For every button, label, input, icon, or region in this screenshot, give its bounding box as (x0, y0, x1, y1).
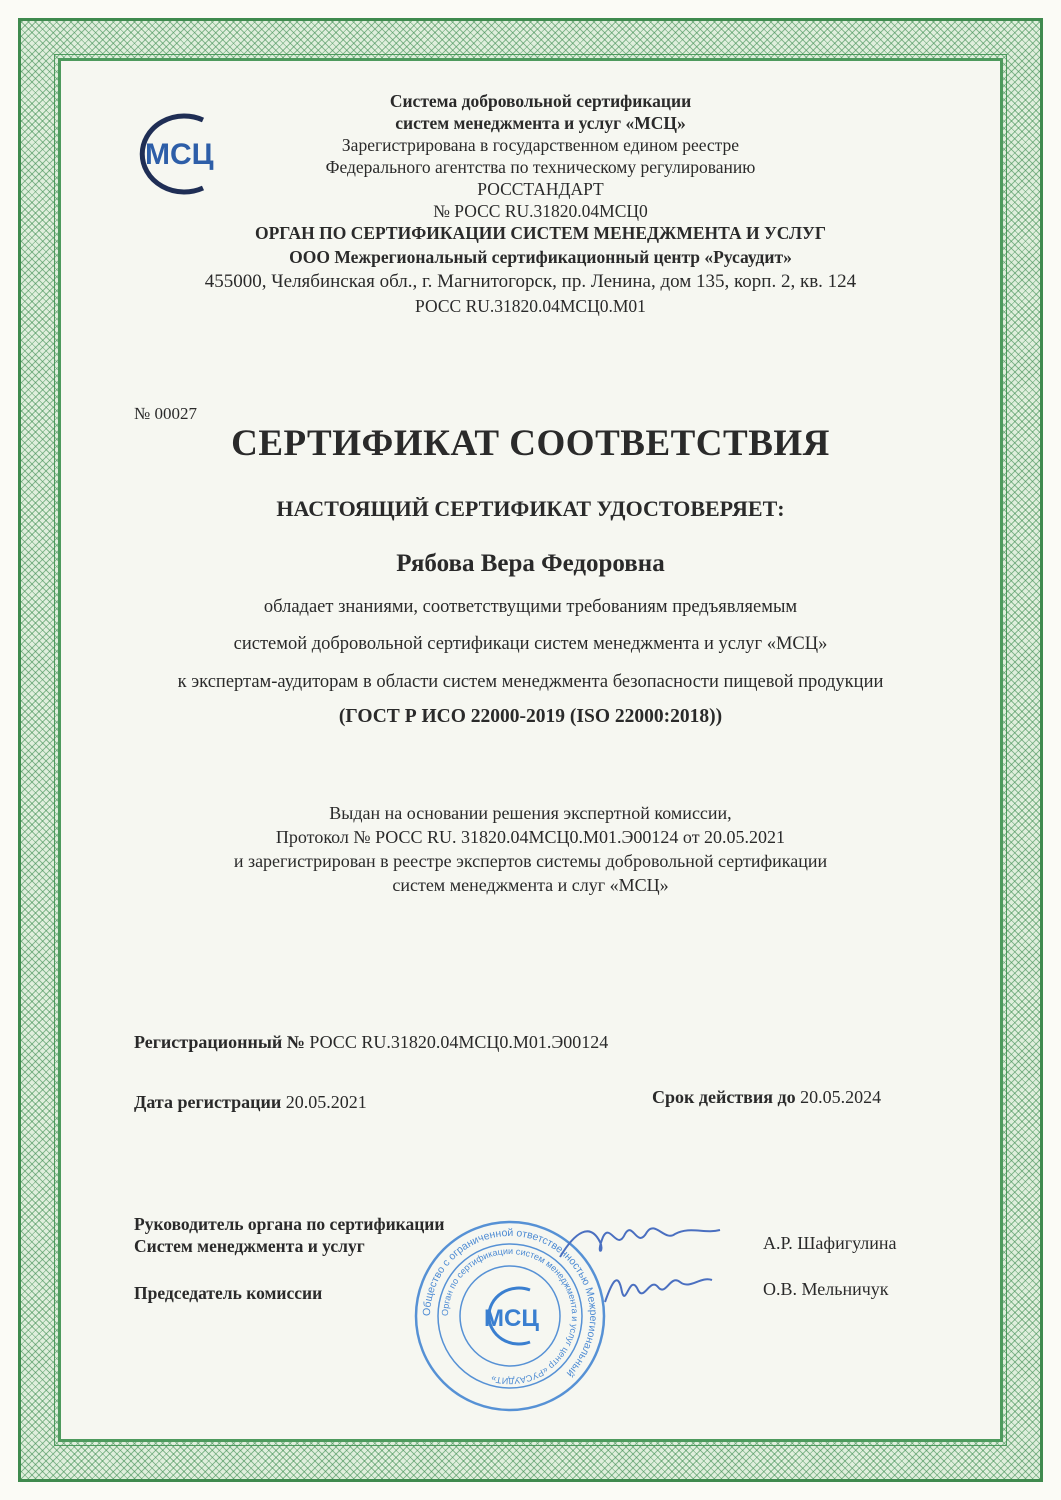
head-label-2: Систем менеджмента и услуг (134, 1236, 365, 1256)
basis-line-1: Выдан на основании решения экспертной комиссии, (329, 803, 732, 823)
valid-until-value: 20.05.2024 (800, 1087, 882, 1107)
chair-signature (600, 1262, 715, 1312)
header-line-3: Зарегистрирована в государственном едином реестре (341, 135, 740, 155)
basis-line-3: и зарегистрирован в реестре экспертов системы добровольной сертификации (233, 851, 828, 871)
header-line-8: ООО Межрегиональный сертификационный центр «Русаудит» (289, 247, 792, 267)
certificate-title: СЕРТИФИКАТ СООТВЕТСТВИЯ (231, 423, 830, 464)
header-address: 455000, Челябинская обл., г. Магнитогорск, пр. Ленина, дом 135, корп. 2, кв. 124 (204, 271, 857, 292)
head-label-1: Руководитель органа по сертификации (134, 1214, 445, 1234)
registration-date (134, 1092, 367, 1113)
head-signature (555, 1212, 725, 1267)
description-line-3: к экспертам-аудиторам в области систем менеджмента безопасности пищевой продукции (177, 672, 884, 692)
head-name: А.Р. Шафигулина (763, 1233, 897, 1253)
registration-date-value: 20.05.2021 (285, 1092, 367, 1112)
basis-line-2: Протокол № РОСС RU. 31820.04МСЦ0.М01.Э00124 от 20.05.2021 (275, 827, 786, 847)
stamp-center-text: МСЦ (484, 1305, 539, 1332)
certifies-heading: НАСТОЯЩИЙ СЕРТИФИКАТ УДОСТОВЕРЯЕТ: (276, 496, 785, 521)
chair-name: О.В. Мельничук (763, 1279, 889, 1299)
registration-date-label: Дата регистрации (134, 1092, 282, 1112)
header-line-7: ОРГАН ПО СЕРТИФИКАЦИИ СИСТЕМ МЕНЕДЖМЕНТА И УСЛУГ (254, 223, 827, 243)
basis-line-4: систем менеджмента и слуг «МСЦ» (392, 875, 669, 895)
header-line-1: Система добровольной сертификации (389, 91, 692, 111)
valid-until (652, 1087, 881, 1108)
header-line-6: № РОСС RU.31820.04МСЦ0 (433, 201, 648, 221)
registration-number-value: РОСС RU.31820.04МСЦ0.М01.Э00124 (309, 1032, 609, 1052)
description-line-1: обладает знаниями, соответствущими требованиям предъявляемым (263, 597, 798, 617)
header-line-4: Федерального агентства по техническому регулированию (325, 157, 756, 177)
stamp-ring-text: Общество с ограниченной ответственностью Межрегиональный (420, 1226, 600, 1380)
header-line-10: РОСС RU.31820.04МСЦ0.М01 (415, 296, 646, 316)
valid-until-label: Срок действия до (652, 1087, 796, 1107)
description-line-2: системой добровольной сертификаци систем менеджмента и услуг «МСЦ» (233, 634, 828, 654)
logo-text: МСЦ (145, 138, 214, 171)
standard-reference: (ГОСТ Р ИСО 22000-2019 (ISO 22000:2018)) (338, 706, 723, 727)
header-line-2: систем менеджмента и услуг «МСЦ» (395, 113, 686, 133)
holder-name: Рябова Вера Федоровна (396, 550, 665, 577)
registration-number (134, 1032, 608, 1053)
certificate-number: № 00027 (134, 404, 197, 423)
chair-label: Председатель комиссии (134, 1283, 323, 1303)
stamp-inner-text: Орган по сертификации систем менеджмента и услуг центр «РУСАУДИТ» (439, 1245, 581, 1387)
registration-number-label: Регистрационный № (134, 1032, 305, 1052)
header-line-5: РОССТАНДАРТ (477, 179, 604, 199)
